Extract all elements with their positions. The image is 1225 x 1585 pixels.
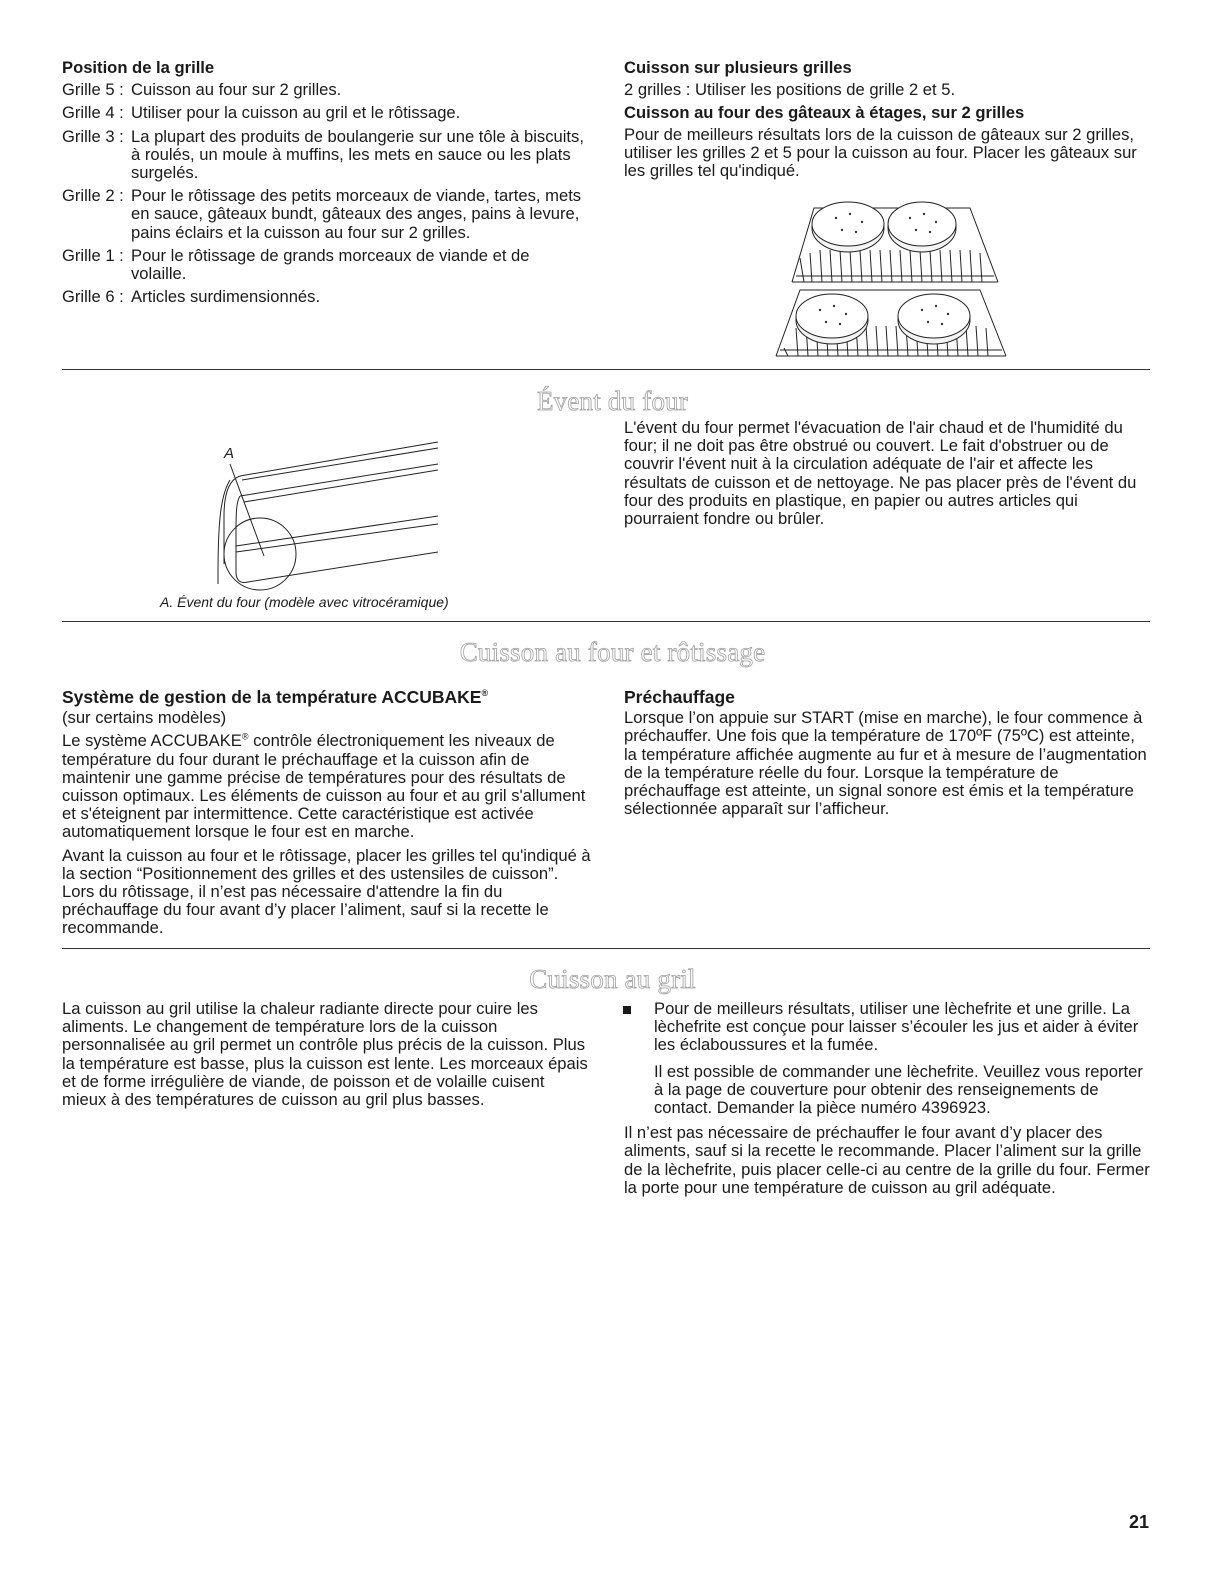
broil-bullet-text: Pour de meilleurs résultats, utiliser une lèchefrite et une grille. La lèchefrite est conçue pour laisser s’écouler les jus et aider à éviter les éclaboussures et la fumée. — [654, 999, 1139, 1055]
rack-position-label: Grille 3 : — [62, 126, 124, 146]
rack-position-text: Cuisson au four sur 2 grilles. — [131, 80, 342, 100]
page-number: 21 — [1129, 1512, 1150, 1532]
divider — [62, 369, 1150, 370]
preheat-text: Lorsque l’on appuie sur START (mise en marche), le four commence à préchauffer. Une fois que la température de 170ºF (75ºC) est atteinte, la température affichée augmente au fur et à mesure de l’augmentation de la température réelle du four. Lorsque la température de préchauffage est atteinte, un signal sonore est émis et la température sélectionnée apparaît sur l’afficheur. — [624, 708, 1147, 819]
rack-position-text: Utiliser pour la cuisson au gril et le rôtissage. — [131, 103, 461, 123]
rack-position-item — [62, 128, 593, 183]
preheat-section — [624, 688, 1152, 818]
divider — [62, 948, 1150, 949]
rack-positions-heading: Position de la grille — [62, 58, 215, 77]
accubake-paragraph — [62, 732, 592, 841]
broil-bullet-note: Il est possible de commander une lèchefrite. Veuillez vous reporter à la page de couverture pour obtenir des renseignements de contact. Demander la pièce numéro 4396923. — [654, 1061, 1143, 1118]
multi-rack-section — [624, 59, 1152, 180]
rack-position-text: Pour le rôtissage de grands morceaux de viande et de volaille. — [131, 245, 530, 284]
accubake-subtitle: (sur certains modèles) — [62, 708, 227, 728]
preheat-heading: Préchauffage — [624, 687, 735, 707]
vent-caption: A. Évent du four (modèle avec vitrocéramique) — [160, 594, 449, 610]
registered-mark: ® — [241, 731, 249, 742]
accubake-heading — [62, 688, 592, 706]
rack-position-label: Grille 5 : — [62, 80, 124, 100]
rack-position-item — [62, 187, 583, 242]
rack-position-item — [62, 81, 592, 99]
vent-section-title: Évent du four — [536, 386, 689, 416]
layer-cakes-text: Pour de meilleurs résultats lors de la cuisson de gâteaux sur 2 grilles, utiliser les grilles 2 et 5 pour la cuisson au four. Placer les gâteaux sur les grilles tel qu'indiqué. — [624, 124, 1137, 181]
rack-position-text: Pour le rôtissage des petits morceaux de viande, tartes, mets en sauce, gâteaux bundt, gâteaux des anges, pains à levure, pains éclairs et la cuisson au four sur 2 grilles. — [131, 186, 582, 242]
oven-vent-illustration — [200, 436, 460, 596]
rack-position-text: La plupart des produits de boulangerie sur une tôle à biscuits, à roulés, un moule à muffins, les mets en sauce ou les plats surgelés. — [131, 126, 584, 183]
accubake-p1-start: Le système ACCUBAKE — [62, 731, 242, 751]
accubake-paragraph-2: Avant la cuisson au four et le rôtissage, placer les grilles tel qu'indiqué à la section “Positionnement des grilles et des ustensiles de cuisson”. Lors du rôtissage, il n’est pas nécessaire d'attendre la fin du préchauffage du four avant d’y placer l’aliment, sauf si la recette le recommande. — [62, 845, 591, 938]
accubake-heading-text: Système de gestion de la température ACCUBAKE — [62, 687, 482, 707]
rack-position-item — [62, 104, 592, 122]
bake-section-title: Cuisson au four et rôtissage — [459, 637, 766, 667]
broil-right-column — [620, 1000, 1152, 1197]
racks-illustration — [770, 198, 1010, 362]
rack-position-label: Grille 2 : — [62, 186, 124, 206]
vent-text: L'évent du four permet l'évacuation de l'air chaud et de l'humidité du four; il ne doit pas être obstrué ou couvert. Le fait d'obstruer ou de couvrir l'évent nuit à la circulation adéquate de l'air et affecte les résultats de cuisson et de nettoyage. Ne pas placer près de l'évent du four des produits en plastique, en papier ou autres articles qui pourraient fondre ou brûler. — [624, 418, 1137, 529]
multi-rack-line: 2 grilles : Utiliser les positions de grille 2 et 5. — [624, 80, 956, 100]
rack-position-label: Grille 4 : — [62, 103, 124, 123]
multi-rack-heading: Cuisson sur plusieurs grilles — [624, 58, 852, 77]
registered-mark: ® — [481, 688, 489, 699]
rack-position-label: Grille 1 : — [62, 245, 124, 265]
broil-bullet — [620, 1000, 1152, 1117]
layer-cakes-heading: Cuisson au four des gâteaux à étages, sur 2 grilles — [624, 103, 1025, 123]
rack-position-text: Articles surdimensionnés. — [131, 287, 321, 307]
broil-intro: La cuisson au gril utilise la chaleur radiante directe pour cuire les aliments. Le changement de température lors de la cuisson personnalisée au gril permet un contrôle plus précis de la cuisson. Plus la température est basse, plus la cuisson est lente. Les morceaux épais et de forme irrégulière de viande, de poisson et de volaille cuisent mieux à des températures de cuisson au gril plus basses. — [62, 999, 588, 1110]
accubake-p1-rest: contrôle électroniquement les niveaux de température du four durant le préchauffage et la cuisson afin de maintenir une gamme précise de températures pour des résultats de cuisson optimaux. Les éléments de cuisson au four et au gril s'allument et s'éteignent par intermittence. Cette caractéristique est activée automatiquement lorsque le four est en marche. — [62, 731, 586, 842]
broil-section-title: Cuisson au gril — [529, 964, 696, 994]
bullet-square-icon — [623, 1006, 631, 1014]
rack-position-item — [62, 247, 561, 283]
divider — [62, 621, 1150, 622]
accubake-section — [62, 688, 592, 938]
rack-position-label: Grille 6 : — [62, 287, 124, 307]
vent-label-a: A — [224, 445, 235, 462]
broil-paragraph: Il n’est pas nécessaire de préchauffer le four avant d’y placer des aliments, sauf si la recette le recommande. Placer l’aliment sur la grille de la lèchefrite, puis placer celle-ci au centre de la grille du four. Fermer la porte pour une température de cuisson au gril adéquate. — [624, 1123, 1150, 1197]
rack-positions-section — [62, 59, 592, 311]
rack-position-item — [62, 288, 592, 306]
